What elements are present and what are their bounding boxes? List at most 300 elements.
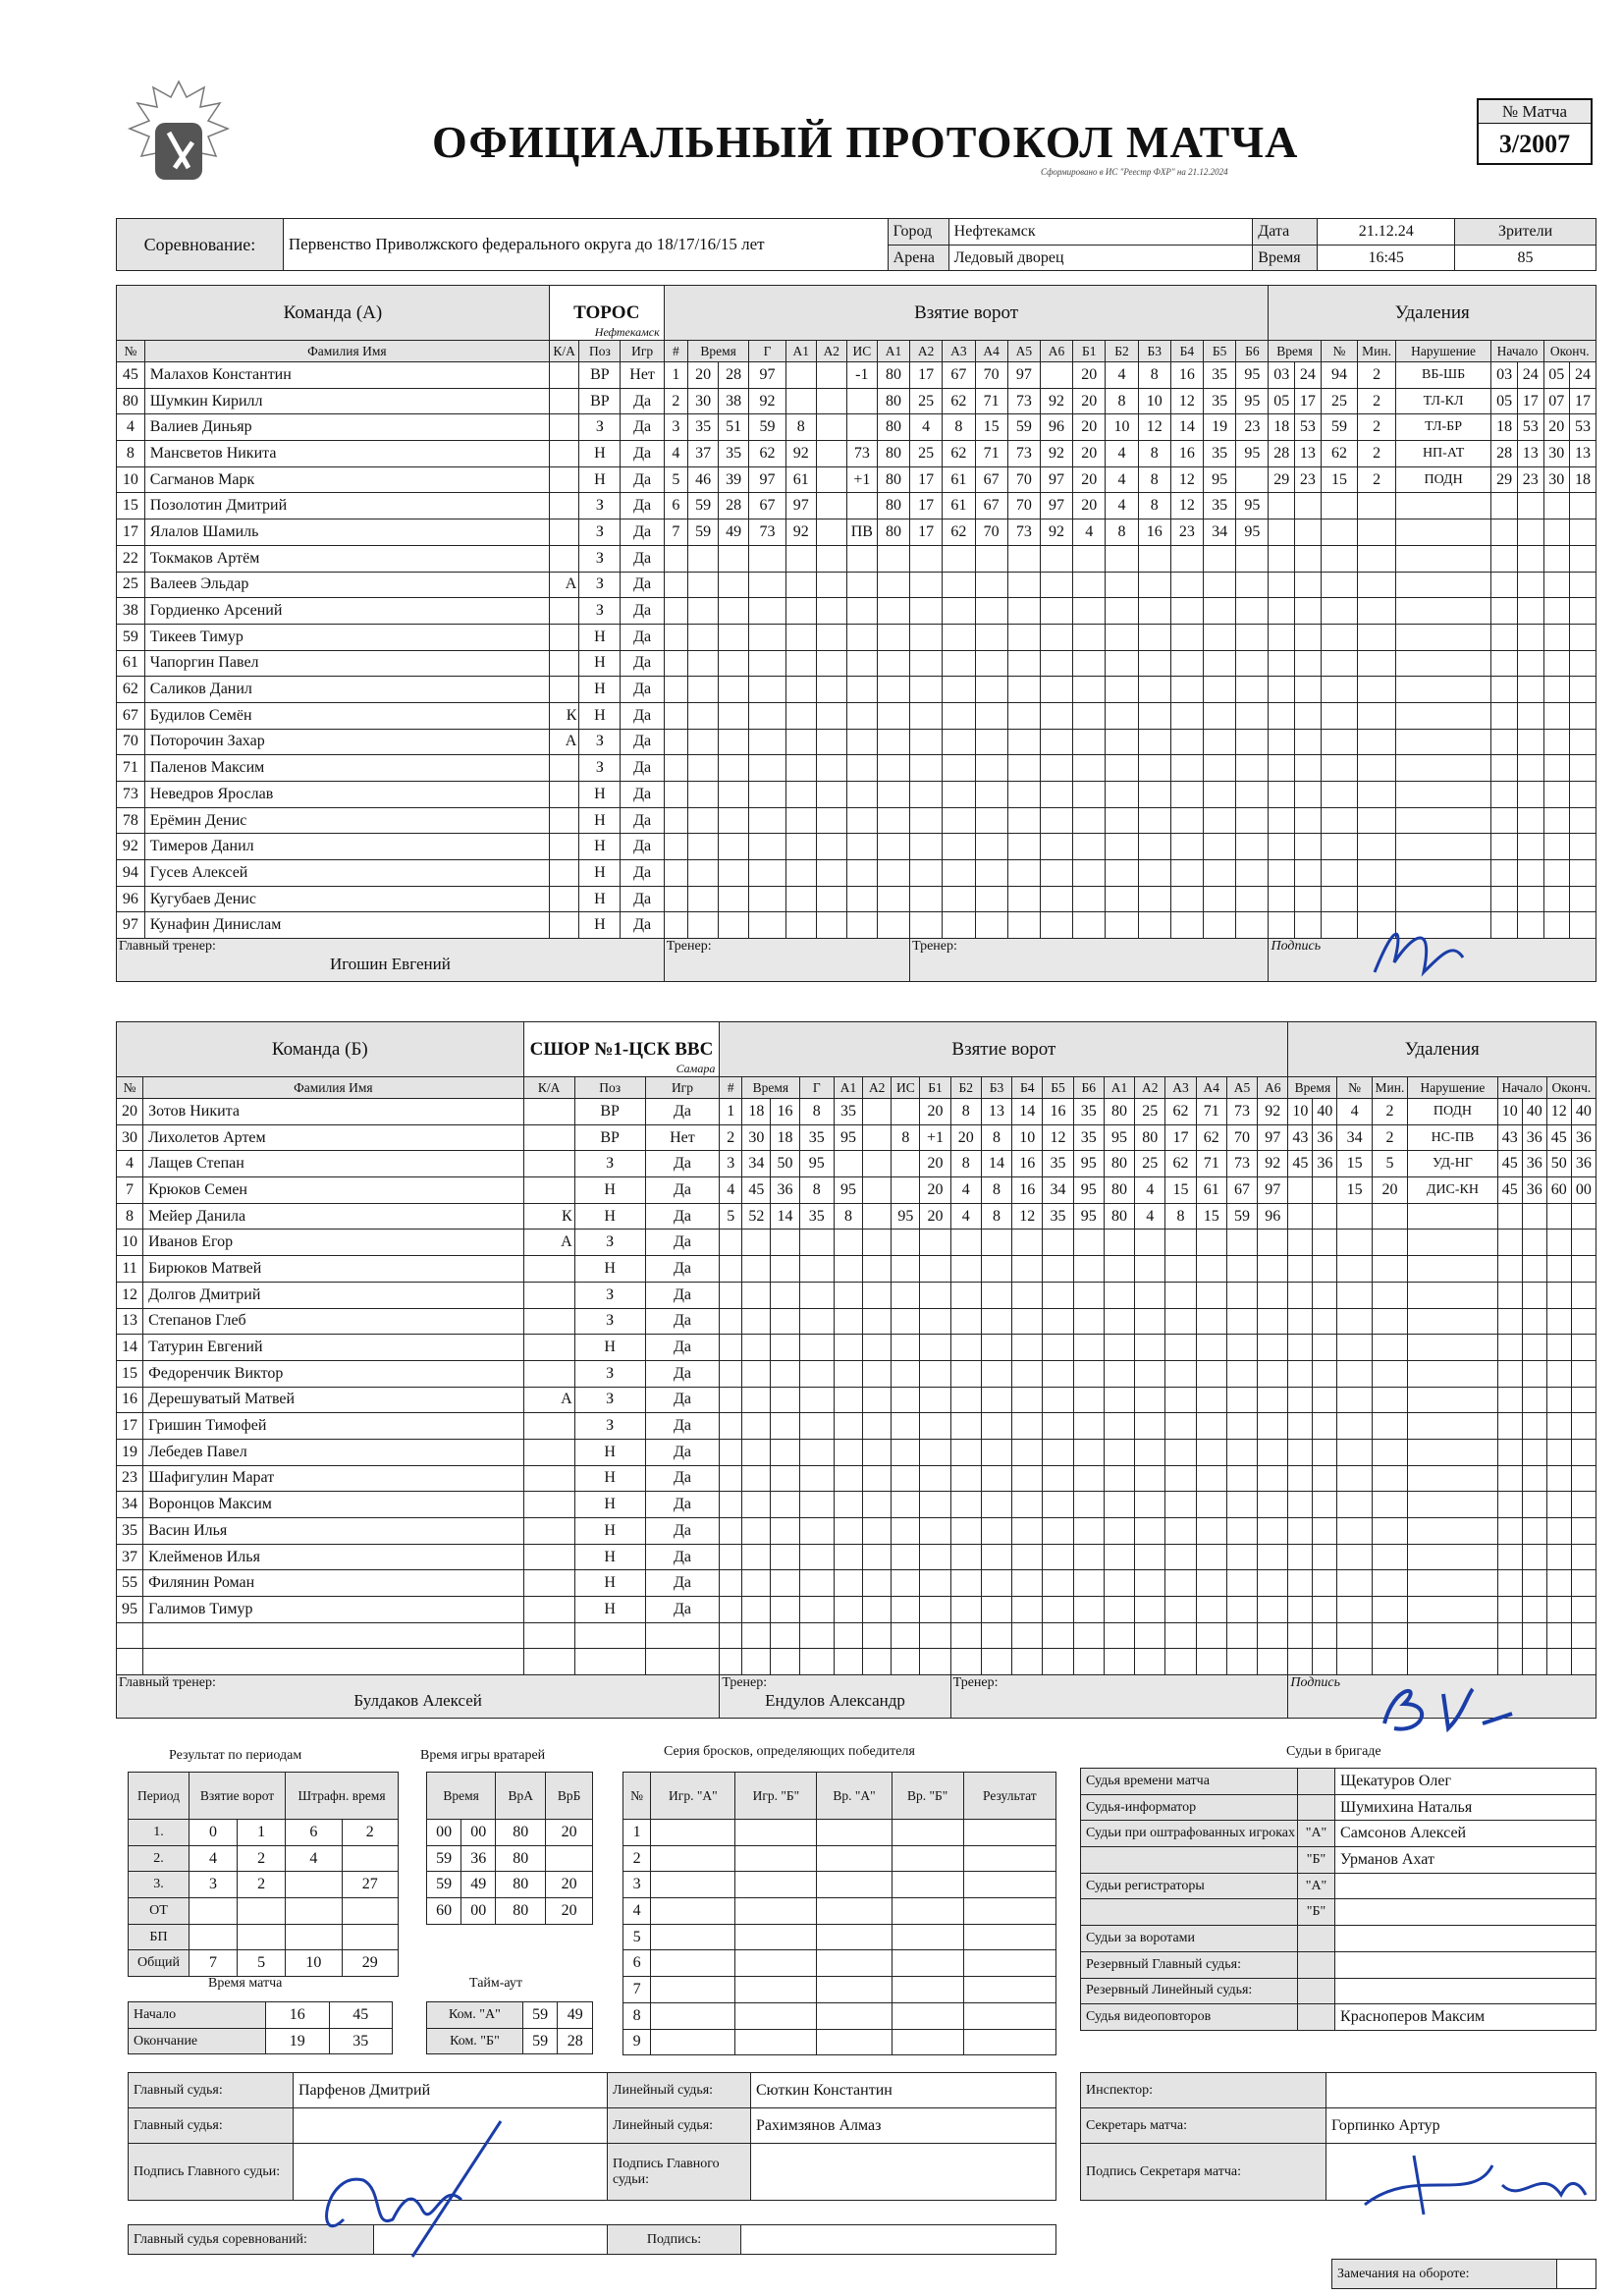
goal-cell: 28 — [719, 493, 749, 519]
goal-cell — [1165, 1622, 1196, 1649]
goal-cell — [1043, 1360, 1073, 1387]
goal-cell: 35 — [834, 1099, 862, 1125]
goal-cell — [975, 650, 1007, 677]
goal-cell — [816, 912, 846, 939]
goal-cell — [1040, 729, 1072, 755]
penalty-cell — [1337, 1649, 1372, 1675]
goal-cell: 4 — [950, 1177, 981, 1204]
penalty-cell — [1546, 1282, 1571, 1308]
brigade-role: Судья-информатор — [1081, 1794, 1298, 1821]
goal-cell — [749, 807, 786, 834]
penalty-cell — [1288, 1649, 1313, 1675]
penalty-cell — [1372, 1387, 1407, 1413]
goal-cell — [1135, 1465, 1165, 1492]
penalty-cell — [1288, 1622, 1313, 1649]
player-played: Да — [645, 1570, 720, 1597]
col-header: Фамилия Имя — [144, 341, 549, 362]
goal-cell: 92 — [785, 441, 816, 467]
penalty-cell — [1522, 1544, 1546, 1570]
goal-cell — [834, 1387, 862, 1413]
goal-cell — [892, 1282, 920, 1308]
penalty-cell — [1517, 519, 1543, 546]
player-number: 17 — [117, 519, 145, 546]
penalty-cell — [1408, 1335, 1498, 1361]
col-header: Поз — [579, 341, 621, 362]
penalty-cell — [1491, 860, 1518, 887]
penalty-cell — [1395, 755, 1490, 782]
player-number: 62 — [117, 677, 145, 703]
goal-cell — [749, 624, 786, 650]
goalie-row — [427, 1820, 593, 1846]
brigade-team — [1298, 1951, 1335, 1978]
penalty-cell — [1337, 1597, 1372, 1623]
goal-cell — [816, 755, 846, 782]
goal-cell: 97 — [1258, 1124, 1288, 1151]
goal-cell — [719, 650, 749, 677]
goal-cell — [863, 1335, 892, 1361]
main-ref-1: Парфенов Дмитрий — [294, 2073, 608, 2108]
brigade-role: Резервный Главный судья: — [1081, 1951, 1298, 1978]
goal-cell — [742, 1282, 771, 1308]
penalty-cell — [1497, 1335, 1522, 1361]
goal-cell — [943, 912, 975, 939]
goal-cell — [1138, 545, 1170, 572]
goal-cell — [1043, 1413, 1073, 1440]
goal-cell — [799, 1622, 834, 1649]
period-cell: 2 — [342, 1820, 398, 1846]
goal-cell — [877, 860, 909, 887]
goal-cell: 35 — [1204, 441, 1236, 467]
goal-cell: 1 — [720, 1099, 742, 1125]
player-name: Валеев Эльдар — [144, 572, 549, 598]
penalty-cell — [1570, 729, 1596, 755]
brigade-row — [1081, 1794, 1596, 1821]
col-header: Б2 — [950, 1077, 981, 1099]
goal-cell — [771, 1465, 799, 1492]
col-header: Мин. — [1358, 341, 1396, 362]
penalty-cell — [1358, 545, 1396, 572]
goal-cell — [1012, 1282, 1043, 1308]
goal-cell — [1204, 650, 1236, 677]
player-captain — [549, 441, 578, 467]
col-header: Время — [688, 341, 749, 362]
player-position: ВР — [579, 362, 621, 389]
goal-cell — [1104, 1439, 1134, 1465]
penalty-cell — [1337, 1544, 1372, 1570]
goal-cell — [1007, 834, 1040, 860]
goal-cell — [981, 1465, 1011, 1492]
player-position: Н — [574, 1465, 645, 1492]
player-row — [117, 1360, 1596, 1387]
goal-cell — [1196, 1335, 1226, 1361]
goal-cell — [981, 1256, 1011, 1283]
goal-cell: 37 — [688, 441, 719, 467]
penalty-cell — [1295, 729, 1322, 755]
col-header: Б3 — [1138, 341, 1170, 362]
goal-cell — [1007, 886, 1040, 912]
player-captain — [549, 677, 578, 703]
goal-cell: 80 — [877, 388, 909, 414]
goal-cell — [742, 1308, 771, 1335]
goal-cell: 20 — [920, 1151, 950, 1177]
period-cell — [238, 1898, 286, 1925]
goal-cell — [1196, 1308, 1226, 1335]
player-played: Да — [645, 1256, 720, 1283]
penalty-cell — [1408, 1256, 1498, 1283]
goal-cell — [1170, 912, 1203, 939]
spectators-label: Зрители — [1455, 219, 1596, 246]
goal-cell — [1073, 702, 1106, 729]
goal-cell — [1135, 1649, 1165, 1675]
player-row — [117, 388, 1596, 414]
goal-cell — [799, 1465, 834, 1492]
goal-cell — [1106, 886, 1138, 912]
goal-cell — [877, 755, 909, 782]
player-name: Дерешуватый Матвей — [143, 1387, 524, 1413]
period-cell: ОТ — [129, 1898, 189, 1925]
goal-cell — [1104, 1597, 1134, 1623]
goal-cell — [719, 912, 749, 939]
player-number: 37 — [117, 1544, 143, 1570]
goal-cell: 28 — [719, 362, 749, 389]
goal-cell: 95 — [1073, 1203, 1104, 1230]
penalty-cell: 40 — [1522, 1099, 1546, 1125]
goal-cell — [1012, 1492, 1043, 1518]
goal-cell — [892, 1465, 920, 1492]
penalty-cell — [1546, 1387, 1571, 1413]
goal-cell — [771, 1387, 799, 1413]
penalty-cell — [1497, 1308, 1522, 1335]
goal-cell — [799, 1387, 834, 1413]
goal-cell: 96 — [1258, 1203, 1288, 1230]
player-played: Да — [621, 782, 664, 808]
player-row — [117, 1570, 1596, 1597]
penalty-cell — [1522, 1203, 1546, 1230]
goal-cell — [846, 860, 877, 887]
inspector-value — [1326, 2073, 1596, 2108]
goal-cell — [834, 1335, 862, 1361]
penalty-cell — [1358, 677, 1396, 703]
coach-2-cell — [910, 939, 1269, 982]
goal-cell — [664, 624, 687, 650]
goal-cell — [816, 729, 846, 755]
goal-cell — [846, 755, 877, 782]
goal-cell — [1040, 807, 1072, 834]
penalty-cell — [1295, 598, 1322, 625]
goal-cell — [1106, 545, 1138, 572]
player-name: Крюков Семен — [143, 1177, 524, 1204]
goal-cell — [863, 1649, 892, 1675]
goal-cell — [1170, 598, 1203, 625]
goal-cell — [1204, 545, 1236, 572]
goal-cell — [981, 1622, 1011, 1649]
goal-cell: 70 — [975, 362, 1007, 389]
goal-cell — [943, 729, 975, 755]
brigade-name — [1335, 1926, 1596, 1952]
penalty-cell: 10 — [1288, 1099, 1313, 1125]
goal-cell: 35 — [1073, 1124, 1104, 1151]
goal-cell — [1040, 545, 1072, 572]
line-ref-2: Рахимзянов Алмаз — [751, 2108, 1056, 2144]
goal-cell — [1226, 1413, 1257, 1440]
penalty-cell — [1497, 1570, 1522, 1597]
goalie-cell: 00 — [461, 1820, 496, 1846]
player-captain: К — [549, 702, 578, 729]
goal-cell — [877, 834, 909, 860]
goal-cell — [1170, 834, 1203, 860]
penalty-cell — [1570, 493, 1596, 519]
goal-cell — [863, 1308, 892, 1335]
player-name: Воронцов Максим — [143, 1492, 524, 1518]
penalty-cell — [1337, 1308, 1372, 1335]
goalie-h-time: Время — [427, 1773, 496, 1820]
goal-cell — [816, 493, 846, 519]
penalty-cell — [1372, 1439, 1407, 1465]
col-header: Время — [742, 1077, 799, 1099]
col-header: А4 — [1196, 1077, 1226, 1099]
goal-cell — [863, 1622, 892, 1649]
goal-cell — [1165, 1649, 1196, 1675]
goal-cell — [1135, 1360, 1165, 1387]
penalty-cell — [1269, 755, 1295, 782]
goal-cell — [749, 677, 786, 703]
player-captain — [549, 598, 578, 625]
penalty-cell — [1497, 1597, 1522, 1623]
player-row — [117, 493, 1596, 519]
penalty-cell: 15 — [1321, 466, 1358, 493]
period-row — [129, 1820, 399, 1846]
goal-cell — [1204, 572, 1236, 598]
goalie-cell: 00 — [427, 1820, 461, 1846]
player-name: Мейер Данила — [143, 1203, 524, 1230]
goal-cell: 20 — [1073, 414, 1106, 441]
player-row — [117, 886, 1596, 912]
player-number — [117, 1649, 143, 1675]
player-number: 94 — [117, 860, 145, 887]
goal-cell — [1165, 1570, 1196, 1597]
goal-cell: 10 — [1106, 414, 1138, 441]
col-header: А2 — [863, 1077, 892, 1099]
goal-cell — [771, 1282, 799, 1308]
penalty-cell: 28 — [1269, 441, 1295, 467]
penalty-cell — [1295, 519, 1322, 546]
player-position: Н — [579, 650, 621, 677]
player-played: Нет — [645, 1124, 720, 1151]
shootout-header: Игр. "Б" — [735, 1773, 817, 1820]
goal-cell — [1170, 677, 1203, 703]
goal-cell: 97 — [1258, 1177, 1288, 1204]
goal-cell — [1196, 1413, 1226, 1440]
goal-cell — [1012, 1518, 1043, 1545]
goal-cell — [1170, 702, 1203, 729]
player-position: Н — [574, 1570, 645, 1597]
goalie-cell: 80 — [496, 1845, 546, 1872]
goal-cell: 71 — [975, 388, 1007, 414]
penalty-cell — [1546, 1597, 1571, 1623]
goal-cell — [1106, 755, 1138, 782]
penalty-cell — [1497, 1649, 1522, 1675]
period-cell: 1 — [238, 1820, 286, 1846]
goal-cell — [1236, 782, 1269, 808]
goal-cell — [1106, 729, 1138, 755]
timeout-table — [426, 2001, 593, 2054]
player-number — [117, 1622, 143, 1649]
goal-cell — [1043, 1439, 1073, 1465]
goal-cell — [1007, 807, 1040, 834]
timeout-a-label: Ком. "А" — [427, 2002, 523, 2029]
player-number: 4 — [117, 414, 145, 441]
goal-cell — [920, 1597, 950, 1623]
goal-cell — [877, 782, 909, 808]
goal-cell — [1204, 702, 1236, 729]
goal-cell: 67 — [975, 493, 1007, 519]
goal-cell — [920, 1570, 950, 1597]
goal-cell: 35 — [1073, 1099, 1104, 1125]
shootout-num: 3 — [623, 1872, 651, 1898]
player-number: 8 — [117, 441, 145, 467]
goal-cell — [749, 702, 786, 729]
penalty-cell: 94 — [1321, 362, 1358, 389]
penalty-cell — [1288, 1360, 1313, 1387]
player-position: Н — [574, 1203, 645, 1230]
goal-cell — [816, 702, 846, 729]
match-start-h: 16 — [266, 2002, 330, 2029]
goal-cell — [1040, 362, 1072, 389]
date-label: Дата — [1253, 219, 1318, 246]
goal-cell — [975, 807, 1007, 834]
goal-cell — [785, 624, 816, 650]
goal-cell — [1073, 1597, 1104, 1623]
head-coach-name: Игошин Евгений — [329, 955, 451, 974]
player-position: ВР — [574, 1124, 645, 1151]
goal-cell — [1226, 1282, 1257, 1308]
goal-cell: 4 — [910, 414, 943, 441]
penalty-cell — [1288, 1439, 1313, 1465]
sig-value — [741, 2225, 1056, 2255]
penalty-cell — [1358, 834, 1396, 860]
goal-cell — [975, 834, 1007, 860]
player-number: 35 — [117, 1518, 143, 1545]
penalty-cell — [1546, 1570, 1571, 1597]
player-position: Н — [574, 1177, 645, 1204]
goal-cell — [719, 729, 749, 755]
penalty-cell — [1321, 545, 1358, 572]
player-played: Да — [621, 466, 664, 493]
player-number: 19 — [117, 1439, 143, 1465]
goal-cell — [1073, 1230, 1104, 1256]
goal-cell — [863, 1124, 892, 1151]
goal-cell — [785, 755, 816, 782]
goal-cell — [1012, 1256, 1043, 1283]
player-number: 59 — [117, 624, 145, 650]
goal-cell: 62 — [943, 519, 975, 546]
goal-cell: 70 — [1007, 493, 1040, 519]
player-captain: А — [523, 1230, 574, 1256]
goal-cell — [1170, 860, 1203, 887]
goal-cell: 70 — [975, 519, 1007, 546]
player-captain — [523, 1256, 574, 1283]
goal-cell — [1040, 650, 1072, 677]
goal-cell — [664, 807, 687, 834]
penalty-cell — [1395, 598, 1490, 625]
goal-cell — [785, 388, 816, 414]
penalty-cell — [1546, 1649, 1571, 1675]
match-number: 3/2007 — [1498, 130, 1571, 158]
goal-cell — [771, 1308, 799, 1335]
goal-cell: 95 — [1204, 466, 1236, 493]
penalty-cell: 40 — [1313, 1099, 1337, 1125]
goal-cell — [816, 519, 846, 546]
player-row — [117, 414, 1596, 441]
shootout-num: 2 — [623, 1845, 651, 1872]
brigade-name — [1335, 1899, 1596, 1926]
match-end-m: 35 — [329, 2028, 393, 2054]
penalty-cell — [1358, 572, 1396, 598]
penalty-cell — [1313, 1230, 1337, 1256]
goal-cell — [720, 1360, 742, 1387]
goal-cell — [771, 1570, 799, 1597]
col-header: ИС — [892, 1077, 920, 1099]
goal-cell — [950, 1387, 981, 1413]
penalty-cell — [1497, 1230, 1522, 1256]
goal-cell: 14 — [1170, 414, 1203, 441]
goal-cell — [816, 414, 846, 441]
goal-cell — [1073, 1308, 1104, 1335]
goal-cell: 67 — [1226, 1177, 1257, 1204]
shootout-cell — [963, 1820, 1055, 1846]
goal-cell — [981, 1649, 1011, 1675]
shootout-cell — [735, 1924, 817, 1950]
goal-cell — [785, 886, 816, 912]
penalty-cell — [1497, 1387, 1522, 1413]
goal-cell: 10 — [1012, 1124, 1043, 1151]
goal-cell — [1138, 834, 1170, 860]
period-cell: 3. — [129, 1872, 189, 1898]
goal-cell — [1204, 729, 1236, 755]
penalty-cell — [1571, 1544, 1596, 1570]
goal-cell — [892, 1622, 920, 1649]
penalty-cell — [1408, 1492, 1498, 1518]
goal-cell — [1106, 572, 1138, 598]
player-position: З — [579, 572, 621, 598]
penalty-cell: 17 — [1295, 388, 1322, 414]
goal-cell — [1170, 729, 1203, 755]
goal-cell — [1236, 545, 1269, 572]
penalty-cell — [1497, 1518, 1522, 1545]
goal-cell — [846, 493, 877, 519]
goal-cell — [1012, 1570, 1043, 1597]
penalty-cell — [1543, 782, 1570, 808]
penalty-cell — [1313, 1649, 1337, 1675]
goal-cell — [1073, 807, 1106, 834]
goal-cell — [1226, 1308, 1257, 1335]
goal-cell: 95 — [1073, 1177, 1104, 1204]
goal-cell — [834, 1413, 862, 1440]
goal-cell — [1236, 860, 1269, 887]
penalty-cell — [1491, 598, 1518, 625]
player-row — [117, 1230, 1596, 1256]
penalty-cell — [1372, 1622, 1407, 1649]
penalty-cell: 10 — [1497, 1099, 1522, 1125]
goal-cell — [720, 1570, 742, 1597]
goal-cell: 4 — [1073, 519, 1106, 546]
goal-cell — [664, 729, 687, 755]
penalty-cell: 2 — [1372, 1124, 1407, 1151]
goal-cell — [1165, 1308, 1196, 1335]
goal-cell — [892, 1151, 920, 1177]
penalty-cell — [1321, 572, 1358, 598]
goal-cell: 18 — [742, 1099, 771, 1125]
